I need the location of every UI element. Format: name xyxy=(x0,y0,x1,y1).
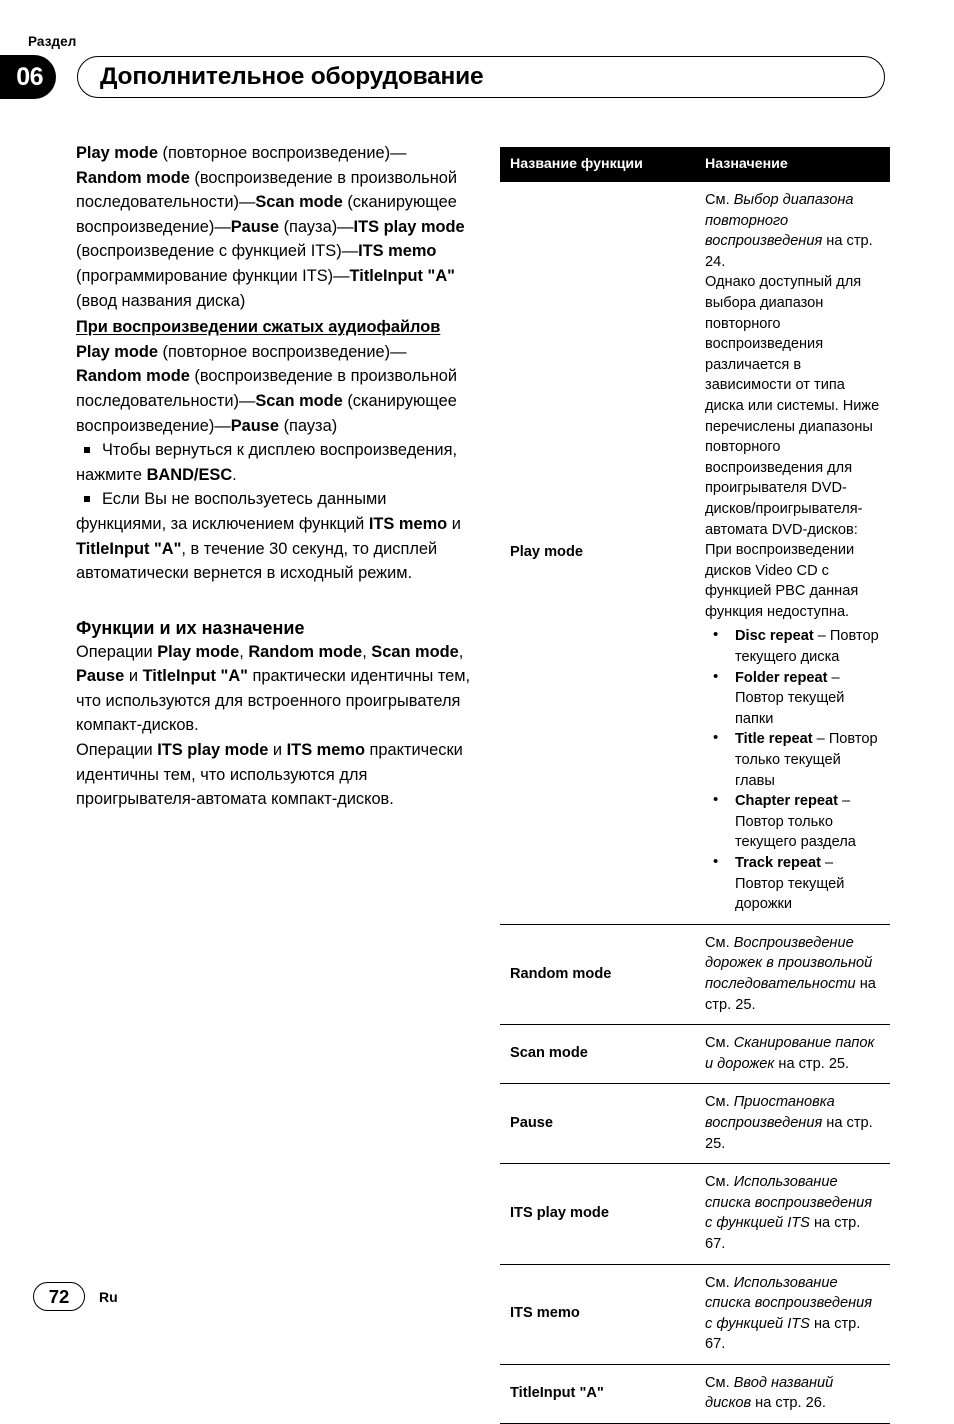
section-number-badge: 06 xyxy=(0,55,56,99)
list-item-term: Folder repeat xyxy=(735,669,828,686)
list-item-text: – Повтор только текущей главы xyxy=(735,731,878,789)
list-item xyxy=(705,729,882,791)
table-row xyxy=(500,1364,890,1423)
cell-function-name: Play mode xyxy=(500,182,695,924)
column-header-purpose: Назначение xyxy=(695,147,890,182)
list-item xyxy=(705,791,882,853)
list-item xyxy=(705,853,882,915)
cell-function-name: TitleInput "A" xyxy=(500,1364,695,1423)
language-code: Ru xyxy=(99,1289,118,1305)
paragraph-operations-2: Операции ITS play mode и ITS memo практически идентичны тем, что используются для проигрывателя-автомата компакт-дисков. xyxy=(76,741,463,809)
cell-purpose-text: См. Использование списка воспроизведения с функцией ITS на стр. 67. xyxy=(705,1274,873,1353)
cell-purpose xyxy=(695,924,890,1024)
table-head xyxy=(500,147,890,182)
cell-purpose xyxy=(695,1164,890,1264)
right-column xyxy=(500,147,890,1424)
page-number-badge: 72 xyxy=(33,1282,85,1311)
cell-purpose-text: См. Воспроизведение дорожек в произвольной последовательности на стр. 25. xyxy=(705,934,876,1013)
list-item-term: Title repeat xyxy=(735,731,813,748)
square-bullet-icon xyxy=(84,447,90,453)
note-bullet-list xyxy=(76,438,471,586)
function-reference-table xyxy=(500,147,890,1424)
list-item-text: – Повтор только текущего раздела xyxy=(735,793,856,851)
list-item-term: Track repeat xyxy=(735,855,821,871)
cell-function-name: ITS play mode xyxy=(500,1164,695,1264)
cell-purpose-text: См. Сканирование папок и дорожек на стр. 25. xyxy=(705,1035,875,1072)
list-item xyxy=(76,487,471,585)
subheading-compressed-audio: При воспроизведении сжатых аудиофайлов xyxy=(76,318,441,337)
list-item-text: – Повтор текущего диска xyxy=(735,628,879,666)
repeat-range-list xyxy=(705,626,882,914)
page-title: Дополнительное оборудование xyxy=(100,63,484,90)
section-heading-functions: Функции и их назначение xyxy=(76,617,305,638)
cell-purpose xyxy=(695,182,890,924)
table-row xyxy=(500,924,890,1024)
table-row xyxy=(500,1084,890,1164)
list-item-text: Чтобы вернуться к дисплею воспроизведения, нажмите BAND/ESC. xyxy=(76,441,458,484)
column-header-function-name: Название функции xyxy=(500,147,695,182)
table-header-row xyxy=(500,147,890,182)
left-column xyxy=(76,141,471,812)
list-item xyxy=(705,668,882,730)
square-bullet-icon xyxy=(84,496,90,502)
paragraph-functions-list-2: Play mode (повторное воспроизведение)—Random mode (воспроизведение в произвольной последовательности)—Scan mode (сканирующее воспроизведение)—Pause (пауза) xyxy=(76,342,458,435)
cell-function-name: Scan mode xyxy=(500,1025,695,1084)
cell-purpose-text: См. Приостановка воспроизведения на стр. 25. xyxy=(705,1094,873,1152)
list-item-text: – Повтор текущей папки xyxy=(735,669,845,727)
cell-purpose-text: См. Ввод названий дисков на стр. 26. xyxy=(705,1374,834,1412)
page-header xyxy=(0,0,954,110)
table-row xyxy=(500,1025,890,1084)
cell-function-name: Random mode xyxy=(500,924,695,1024)
cell-purpose xyxy=(695,1364,890,1423)
list-item-term: Disc repeat xyxy=(735,628,814,645)
cell-purpose xyxy=(695,1084,890,1164)
paragraph-functions-list-1: Play mode (повторное воспроизведение)—Random mode (воспроизведение в произвольной последовательности)—Scan mode (сканирующее воспроизведение)—Pause (пауза)—ITS play mode (воспроизведение с функцией ITS)—ITS memo (программирование функции ITS)—TitleInput "A" (ввод названия диска) xyxy=(76,144,465,310)
list-item xyxy=(76,438,471,487)
cell-purpose-text: См. Выбор диапазона повторного воспроизведения на стр. 24. Однако доступный для выбора диапазон повторного воспроизведения различается в зависимости от типа диска или системы. Ниже перечислены диапазоны повторного воспроизведения для проигрывателя DVD-дисков/проигрывателя-автомата DVD-дисков: При воспроизведении дисков Video CD с функцией PBC данная функция недоступна. xyxy=(705,192,880,620)
cell-function-name: Pause xyxy=(500,1084,695,1164)
list-item-term: Chapter repeat xyxy=(735,793,838,810)
paragraph-operations-1: Операции Play mode, Random mode, Scan mode, Pause и TitleInput "A" практически идентичны тем, что используются для встроенного проигрывателя компакт-дисков. xyxy=(76,642,471,735)
table-row xyxy=(500,182,890,924)
list-item-text: Если Вы не воспользуетесь данными функциями, за исключением функций ITS memo и TitleInput "A", в течение 30 секунд, то дисплей автоматически вернется в исходный режим. xyxy=(76,490,461,583)
cell-purpose xyxy=(695,1025,890,1084)
list-item xyxy=(705,626,882,667)
cell-function-name: ITS memo xyxy=(500,1264,695,1364)
table-body xyxy=(500,182,890,1424)
cell-purpose-text: См. Использование списка воспроизведения с функцией ITS на стр. 67. xyxy=(705,1174,873,1252)
section-kicker: Раздел xyxy=(28,34,77,49)
table-row xyxy=(500,1164,890,1264)
list-item-text: – Повтор текущей дорожки xyxy=(735,855,845,913)
page-footer xyxy=(0,1262,954,1352)
